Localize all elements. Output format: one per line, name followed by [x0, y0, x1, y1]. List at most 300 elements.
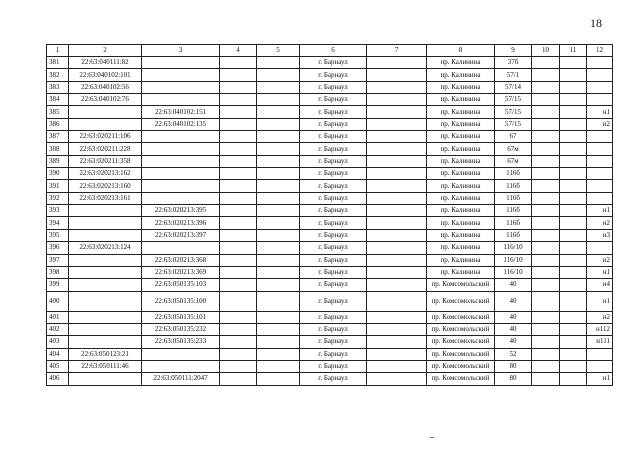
cell-street: пр. Калинина: [427, 217, 495, 229]
table-row: [47, 266, 613, 278]
cell-col7: [367, 155, 427, 167]
cell-city: г. Барнаул: [300, 360, 367, 372]
cell-city: г. Барнаул: [300, 348, 367, 360]
cell-house: 52: [495, 348, 532, 360]
cell-cadastral-premises: 22:63:040102:135: [142, 118, 220, 130]
cell-number: 405: [47, 360, 69, 372]
cell-cadastral-premises: 22:63:050135:232: [142, 323, 220, 335]
cell-house: 67м: [495, 155, 532, 167]
cell-street: пр. Калинина: [427, 69, 495, 81]
cell-city: г. Барнаул: [300, 205, 367, 217]
cell-house: 40: [495, 291, 532, 311]
cell-cadastral-premises: [142, 168, 220, 180]
cell-unit: [587, 155, 613, 167]
cell-col5: [257, 348, 300, 360]
cell-col11: [560, 266, 587, 278]
cell-city: г. Барнаул: [300, 168, 367, 180]
header-cell-9: 9: [495, 45, 532, 57]
cell-house: 37б: [495, 57, 532, 69]
cell-cadastral-premises: 22:63:020213:369: [142, 266, 220, 278]
cell-number: 383: [47, 81, 69, 93]
cell-col5: [257, 143, 300, 155]
cell-col4: [220, 69, 257, 81]
cell-col4: [220, 242, 257, 254]
cell-cadastral-land: 22:63:020211:228: [69, 143, 142, 155]
cell-col10: [532, 336, 560, 348]
header-row: [47, 45, 613, 57]
cell-house: 80: [495, 373, 532, 385]
cell-cadastral-land: 22:63:020213:124: [69, 242, 142, 254]
cell-unit: [587, 348, 613, 360]
cell-cadastral-premises: [142, 57, 220, 69]
cell-col10: [532, 155, 560, 167]
cell-house: 67: [495, 131, 532, 143]
cell-col5: [257, 336, 300, 348]
cell-col10: [532, 279, 560, 291]
cell-col5: [257, 69, 300, 81]
cell-street: пр. Калинина: [427, 94, 495, 106]
cell-col10: [532, 323, 560, 335]
header-cell-12: 12: [587, 45, 613, 57]
cell-col4: [220, 94, 257, 106]
cell-number: 384: [47, 94, 69, 106]
header-cell-1: 1: [47, 45, 69, 57]
table-row: [47, 311, 613, 323]
cell-cadastral-land: [69, 217, 142, 229]
cell-col7: [367, 323, 427, 335]
cell-col11: [560, 69, 587, 81]
cell-street: пр. Комсомольский: [427, 336, 495, 348]
cell-col11: [560, 348, 587, 360]
table-row: [47, 94, 613, 106]
cell-cadastral-land: [69, 311, 142, 323]
cell-col7: [367, 69, 427, 81]
cell-number: 402: [47, 323, 69, 335]
cell-col4: [220, 373, 257, 385]
cell-col10: [532, 143, 560, 155]
cell-street: пр. Комсомольский: [427, 323, 495, 335]
cell-city: г. Барнаул: [300, 242, 367, 254]
cell-col5: [257, 323, 300, 335]
cell-col11: [560, 131, 587, 143]
cell-col11: [560, 311, 587, 323]
cell-col11: [560, 143, 587, 155]
cell-street: пр. Комсомольский: [427, 279, 495, 291]
table-row: [47, 336, 613, 348]
cell-unit: [587, 242, 613, 254]
cell-col11: [560, 360, 587, 372]
cell-cadastral-premises: 22:63:050135:103: [142, 279, 220, 291]
cell-city: г. Барнаул: [300, 81, 367, 93]
cell-cadastral-premises: 22:63:020213:396: [142, 217, 220, 229]
cell-number: 394: [47, 217, 69, 229]
cell-col7: [367, 360, 427, 372]
cell-cadastral-land: [69, 266, 142, 278]
cell-cadastral-premises: 22:63:050135:233: [142, 336, 220, 348]
cell-street: пр. Комсомольский: [427, 311, 495, 323]
cell-unit: н2: [587, 311, 613, 323]
table-row: [47, 229, 613, 241]
cell-col11: [560, 279, 587, 291]
table-row: [47, 323, 613, 335]
cell-col7: [367, 254, 427, 266]
cell-house: 116б: [495, 217, 532, 229]
cell-city: г. Барнаул: [300, 291, 367, 311]
cell-col10: [532, 254, 560, 266]
cell-col4: [220, 336, 257, 348]
header-cell-4: 4: [220, 45, 257, 57]
cell-col7: [367, 336, 427, 348]
table-row: [47, 155, 613, 167]
cell-number: 398: [47, 266, 69, 278]
registry-table: [46, 44, 613, 386]
cell-cadastral-premises: 22:63:050111:2047: [142, 373, 220, 385]
cell-col11: [560, 155, 587, 167]
cell-street: пр. Комсомольский: [427, 291, 495, 311]
cell-cadastral-premises: 22:63:020213:395: [142, 205, 220, 217]
cell-col10: [532, 57, 560, 69]
cell-cadastral-land: [69, 106, 142, 118]
cell-street: пр. Калинина: [427, 118, 495, 130]
cell-cadastral-land: 22:63:050123:21: [69, 348, 142, 360]
cell-house: 40: [495, 279, 532, 291]
table-row: [47, 192, 613, 204]
cell-cadastral-land: 22:63:040102:76: [69, 94, 142, 106]
cell-col5: [257, 168, 300, 180]
cell-number: 385: [47, 106, 69, 118]
cell-number: 381: [47, 57, 69, 69]
cell-cadastral-land: 22:63:020213:161: [69, 192, 142, 204]
cell-house: 116б: [495, 168, 532, 180]
cell-col10: [532, 69, 560, 81]
cell-col4: [220, 57, 257, 69]
cell-house: 80: [495, 360, 532, 372]
cell-col11: [560, 229, 587, 241]
cell-col11: [560, 94, 587, 106]
cell-col4: [220, 360, 257, 372]
cell-cadastral-land: 22:63:050111:46: [69, 360, 142, 372]
cell-cadastral-premises: [142, 143, 220, 155]
cell-cadastral-premises: [142, 180, 220, 192]
cell-cadastral-premises: 22:63:020213:368: [142, 254, 220, 266]
cell-number: 400: [47, 291, 69, 311]
cell-number: 396: [47, 242, 69, 254]
cell-unit: [587, 94, 613, 106]
table-row: [47, 180, 613, 192]
cell-cadastral-premises: 22:63:040102:151: [142, 106, 220, 118]
cell-city: г. Барнаул: [300, 279, 367, 291]
cell-number: 401: [47, 311, 69, 323]
cell-unit: [587, 168, 613, 180]
cell-number: 386: [47, 118, 69, 130]
table-row: [47, 254, 613, 266]
cell-cadastral-land: 22:63:020213:160: [69, 180, 142, 192]
cell-house: 40: [495, 323, 532, 335]
header-cell-3: 3: [142, 45, 220, 57]
cell-unit: [587, 57, 613, 69]
cell-number: 391: [47, 180, 69, 192]
cell-col7: [367, 348, 427, 360]
cell-house: 40: [495, 336, 532, 348]
cell-col4: [220, 229, 257, 241]
cell-col4: [220, 131, 257, 143]
cell-street: пр. Калинина: [427, 57, 495, 69]
cell-col4: [220, 106, 257, 118]
cell-col4: [220, 323, 257, 335]
cell-col11: [560, 57, 587, 69]
table-body: [47, 57, 613, 386]
cell-col7: [367, 266, 427, 278]
cell-col7: [367, 57, 427, 69]
cell-col4: [220, 348, 257, 360]
cell-unit: [587, 69, 613, 81]
cell-cadastral-land: [69, 336, 142, 348]
cell-number: 393: [47, 205, 69, 217]
cell-col11: [560, 254, 587, 266]
cell-col5: [257, 94, 300, 106]
header-cell-7: 7: [367, 45, 427, 57]
table-row: [47, 279, 613, 291]
table-row: [47, 106, 613, 118]
cell-col5: [257, 131, 300, 143]
cell-cadastral-premises: 22:63:020213:397: [142, 229, 220, 241]
cell-col7: [367, 131, 427, 143]
table-row: [47, 217, 613, 229]
header-cell-11: 11: [560, 45, 587, 57]
cell-col7: [367, 205, 427, 217]
table-row: [47, 131, 613, 143]
cell-unit: н2: [587, 217, 613, 229]
table-row: [47, 143, 613, 155]
cell-unit: н3: [587, 229, 613, 241]
cell-unit: н1: [587, 373, 613, 385]
cell-cadastral-premises: [142, 69, 220, 81]
cell-number: 403: [47, 336, 69, 348]
cell-col10: [532, 168, 560, 180]
table-row: [47, 360, 613, 372]
cell-col7: [367, 168, 427, 180]
cell-street: пр. Комсомольский: [427, 360, 495, 372]
cell-cadastral-land: [69, 279, 142, 291]
cell-street: пр. Калинина: [427, 180, 495, 192]
header-cell-2: 2: [69, 45, 142, 57]
cell-number: 404: [47, 348, 69, 360]
cell-col11: [560, 81, 587, 93]
table-row: [47, 81, 613, 93]
cell-number: 389: [47, 155, 69, 167]
cell-city: г. Барнаул: [300, 94, 367, 106]
cell-col4: [220, 143, 257, 155]
cell-unit: [587, 192, 613, 204]
cell-cadastral-premises: [142, 360, 220, 372]
cell-house: 57/15: [495, 106, 532, 118]
cell-col7: [367, 143, 427, 155]
cell-house: 57/14: [495, 81, 532, 93]
cell-col4: [220, 279, 257, 291]
cell-unit: [587, 180, 613, 192]
cell-col10: [532, 106, 560, 118]
cell-col10: [532, 94, 560, 106]
cell-col5: [257, 266, 300, 278]
table-row: [47, 69, 613, 81]
cell-col5: [257, 106, 300, 118]
cell-col7: [367, 311, 427, 323]
cell-house: 40: [495, 311, 532, 323]
cell-cadastral-premises: [142, 81, 220, 93]
cell-street: пр. Калинина: [427, 131, 495, 143]
cell-cadastral-premises: [142, 94, 220, 106]
table-row: [47, 205, 613, 217]
cell-cadastral-premises: [142, 242, 220, 254]
cell-col10: [532, 118, 560, 130]
cell-col4: [220, 266, 257, 278]
cell-city: г. Барнаул: [300, 266, 367, 278]
cell-col5: [257, 291, 300, 311]
cell-col4: [220, 180, 257, 192]
cell-col10: [532, 348, 560, 360]
cell-house: 57/1: [495, 69, 532, 81]
cell-cadastral-land: [69, 323, 142, 335]
cell-unit: н111: [587, 336, 613, 348]
cell-unit: н4: [587, 279, 613, 291]
cell-house: 116б: [495, 192, 532, 204]
cell-col4: [220, 205, 257, 217]
cell-col5: [257, 192, 300, 204]
cell-col5: [257, 57, 300, 69]
cell-unit: [587, 143, 613, 155]
cell-street: пр. Калинина: [427, 106, 495, 118]
cell-number: 406: [47, 373, 69, 385]
cell-cadastral-land: 22:63:020211:106: [69, 131, 142, 143]
cell-city: г. Барнаул: [300, 192, 367, 204]
cell-number: 392: [47, 192, 69, 204]
cell-col7: [367, 81, 427, 93]
cell-city: г. Барнаул: [300, 336, 367, 348]
header-cell-5: 5: [257, 45, 300, 57]
cell-col10: [532, 81, 560, 93]
cell-col7: [367, 180, 427, 192]
cell-street: пр. Калинина: [427, 155, 495, 167]
header-cell-10: 10: [532, 45, 560, 57]
cell-street: пр. Калинина: [427, 143, 495, 155]
cell-cadastral-land: [69, 229, 142, 241]
cell-city: г. Барнаул: [300, 373, 367, 385]
cell-col5: [257, 279, 300, 291]
cell-col11: [560, 106, 587, 118]
cell-city: г. Барнаул: [300, 131, 367, 143]
cell-col11: [560, 168, 587, 180]
cell-col10: [532, 217, 560, 229]
cell-col5: [257, 229, 300, 241]
cell-unit: н112: [587, 323, 613, 335]
cell-cadastral-land: [69, 118, 142, 130]
cell-col7: [367, 229, 427, 241]
cell-city: г. Барнаул: [300, 69, 367, 81]
cell-number: 388: [47, 143, 69, 155]
cell-col10: [532, 131, 560, 143]
cell-cadastral-land: 22:63:040102:101: [69, 69, 142, 81]
cell-city: г. Барнаул: [300, 254, 367, 266]
cell-house: 116б: [495, 205, 532, 217]
cell-unit: [587, 81, 613, 93]
cell-unit: н1: [587, 266, 613, 278]
cell-col5: [257, 205, 300, 217]
cell-unit: н1: [587, 291, 613, 311]
cell-street: пр. Комсомольский: [427, 348, 495, 360]
cell-street: пр. Калинина: [427, 192, 495, 204]
page-number: 18: [590, 16, 602, 30]
cell-street: пр. Калинина: [427, 168, 495, 180]
cell-street: пр. Комсомольский: [427, 373, 495, 385]
cell-cadastral-premises: 22:63:050135:101: [142, 311, 220, 323]
cell-col10: [532, 229, 560, 241]
cell-col7: [367, 118, 427, 130]
cell-unit: н2: [587, 254, 613, 266]
cell-col4: [220, 254, 257, 266]
cell-city: г. Барнаул: [300, 155, 367, 167]
cell-col11: [560, 336, 587, 348]
cell-col5: [257, 118, 300, 130]
cell-number: 395: [47, 229, 69, 241]
cell-col10: [532, 311, 560, 323]
cell-unit: н1: [587, 205, 613, 217]
cell-cadastral-land: 22:63:020213:162: [69, 168, 142, 180]
cell-col10: [532, 373, 560, 385]
cell-city: г. Барнаул: [300, 217, 367, 229]
cell-number: 390: [47, 168, 69, 180]
table-row: [47, 118, 613, 130]
cell-city: г. Барнаул: [300, 143, 367, 155]
cell-city: г. Барнаул: [300, 311, 367, 323]
cell-cadastral-premises: [142, 192, 220, 204]
cell-col4: [220, 192, 257, 204]
cell-city: г. Барнаул: [300, 57, 367, 69]
cell-city: г. Барнаул: [300, 106, 367, 118]
cell-col10: [532, 205, 560, 217]
cell-col10: [532, 180, 560, 192]
table-row: [47, 373, 613, 385]
cell-col4: [220, 168, 257, 180]
cell-cadastral-premises: 22:63:050135:100: [142, 291, 220, 311]
cell-col4: [220, 291, 257, 311]
cell-col7: [367, 373, 427, 385]
cell-col4: [220, 311, 257, 323]
cell-col5: [257, 242, 300, 254]
cell-house: 116б: [495, 229, 532, 241]
table-row: [47, 57, 613, 69]
cell-col11: [560, 180, 587, 192]
cell-cadastral-land: [69, 373, 142, 385]
cell-cadastral-land: 22:63:040111:82: [69, 57, 142, 69]
header-cell-6: 6: [300, 45, 367, 57]
table-row: [47, 291, 613, 311]
cell-col11: [560, 205, 587, 217]
cell-house: 116/10: [495, 242, 532, 254]
cell-house: 116б: [495, 180, 532, 192]
cell-cadastral-premises: [142, 155, 220, 167]
cell-city: г. Барнаул: [300, 323, 367, 335]
cell-house: 67м: [495, 143, 532, 155]
cell-col10: [532, 192, 560, 204]
scan-mark: [430, 437, 434, 438]
cell-col5: [257, 155, 300, 167]
cell-street: пр. Калинина: [427, 81, 495, 93]
cell-col7: [367, 217, 427, 229]
cell-cadastral-land: [69, 205, 142, 217]
cell-col4: [220, 81, 257, 93]
cell-col10: [532, 242, 560, 254]
cell-col5: [257, 373, 300, 385]
